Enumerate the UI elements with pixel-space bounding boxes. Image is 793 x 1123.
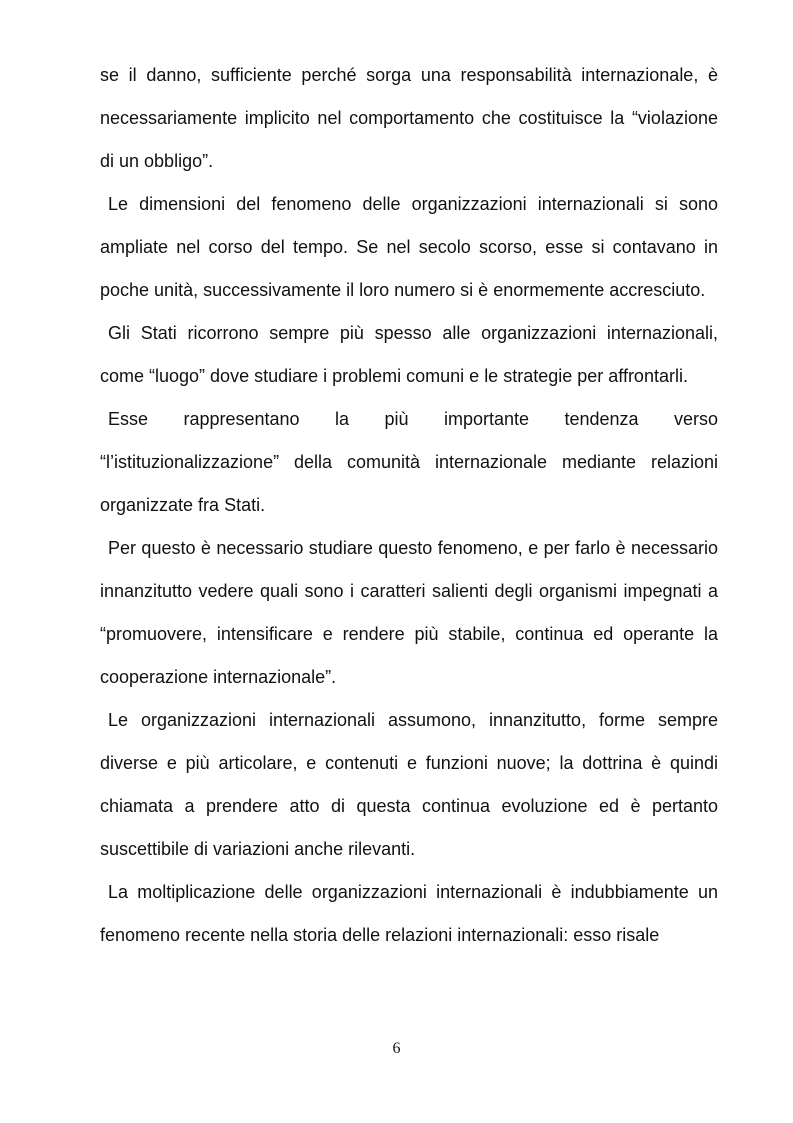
- paragraph: La moltiplicazione delle organizzazioni internazionali è indubbiamente un fenomeno recente nella storia delle relazioni internazionali: esso risale: [100, 882, 718, 945]
- paragraph: Per questo è necessario studiare questo fenomeno, e per farlo è necessario innanzitutto vedere quali sono i caratteri salienti degli organismi impegnati a “promuovere, intensificare e rendere più stabile, continua ed operante la cooperazione internazionale”.: [100, 538, 718, 687]
- page-number: 6: [392, 1040, 401, 1057]
- paragraph: Le dimensioni del fenomeno delle organizzazioni internazionali si sono ampliate nel corso del tempo. Se nel secolo scorso, esse si contavano in poche unità, successivamente il loro numero si è enormemente accresciuto.: [100, 194, 718, 300]
- paragraph: se il danno, sufficiente perché sorga una responsabilità internazionale, è necessariamente implicito nel comportamento che costituisce la “violazione di un obbligo”.: [100, 65, 718, 171]
- paragraph: Esse rappresentano la più importante tendenza verso “l’istituzionalizzazione” della comunità internazionale mediante relazioni organizzate fra Stati.: [100, 409, 718, 515]
- paragraph: Gli Stati ricorrono sempre più spesso alle organizzazioni internazionali, come “luogo” dove studiare i problemi comuni e le strategie per affrontarli.: [100, 323, 718, 386]
- body-text: [100, 54, 718, 957]
- paragraph: Le organizzazioni internazionali assumono, innanzitutto, forme sempre diverse e più articolare, e contenuti e funzioni nuove; la dottrina è quindi chiamata a prendere atto di questa continua evoluzione ed è pertanto suscettibile di variazioni anche rilevanti.: [100, 710, 718, 859]
